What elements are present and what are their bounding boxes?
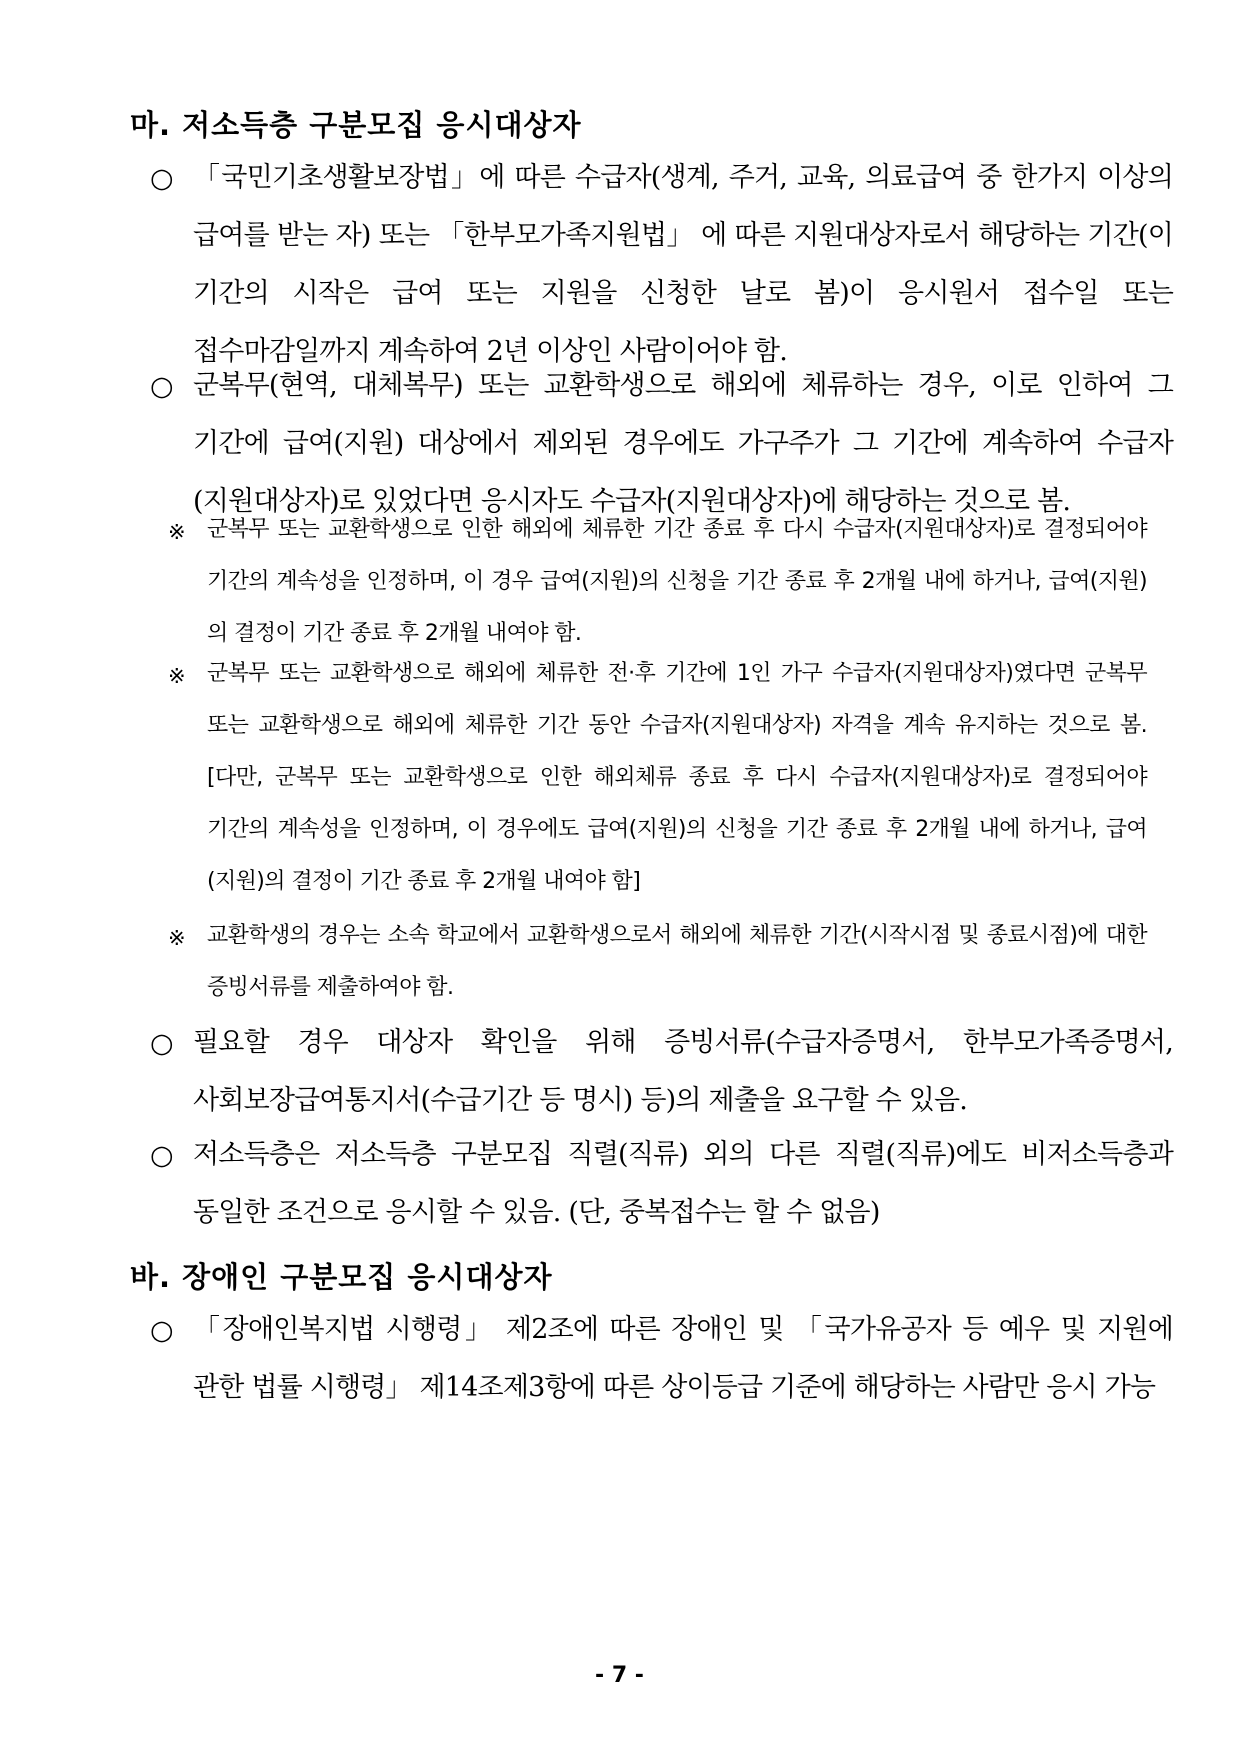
reference-mark-icon: ※ bbox=[168, 664, 186, 688]
section-heading-low-income: 마. 저소득층 구분모집 응시대상자 bbox=[130, 108, 582, 142]
section-heading-disabled: 바. 장애인 구분모집 응시대상자 bbox=[130, 1260, 553, 1294]
item-text: 「장애인복지법 시행령」 제2조에 따른 장애인 및 「국가유공자 등 예우 및 지원에 관한 법률 시행령」 제14조제3항에 따른 상이등급 기준에 해당하는 사람만 응시 가능 bbox=[193, 1314, 1181, 1403]
reference-mark-icon: ※ bbox=[168, 520, 186, 544]
circle-bullet-icon: ○ bbox=[150, 163, 174, 194]
reference-mark-icon: ※ bbox=[168, 926, 186, 950]
item-text: 필요할 경우 대상자 확인을 위해 증빙서류(수급자증명서, 한부모가족증명서, 사회보장급여통지서(수급기간 등 명시) 등)의 제출을 요구할 수 있음. bbox=[193, 1027, 1181, 1116]
note-text: 교환학생의 경우는 소속 학교에서 교환학생으로서 해외에 체류한 기간(시작시점 및 종료시점)에 대한 증빙서류를 제출하여야 함. bbox=[207, 923, 1154, 1000]
circle-bullet-icon: ○ bbox=[150, 1315, 174, 1346]
circle-bullet-icon: ○ bbox=[150, 1028, 174, 1059]
page-number: - 7 - bbox=[595, 1663, 644, 1688]
circle-bullet-icon: ○ bbox=[150, 1140, 174, 1171]
circle-bullet-icon: ○ bbox=[150, 371, 174, 402]
note-text: 군복무 또는 교환학생으로 인한 해외에 체류한 기간 종료 후 다시 수급자(지원대상자)로 결정되어야 기간의 계속성을 인정하며, 이 경우 급여(지원)의 신청을 기간 종료 후 2개월 내에 하거나, 급여(지원)의 결정이 기간 종료 후 2개월 내여야 함. bbox=[207, 517, 1154, 646]
note-text: 군복무 또는 교환학생으로 해외에 체류한 전·후 기간에 1인 가구 수급자(지원대상자)였다면 군복무 또는 교환학생으로 해외에 체류한 기간 동안 수급자(지원대상자) 자격을 계속 유지하는 것으로 봄.[다만, 군복무 또는 교환학생으로 인한 해외체류 종료 후 다시 수급자(지원대상자)로 결정되어야 기간의 계속성을 인정하며, 이 경우에도 급여(지원)의 신청을 기간 종료 후 2개월 내에 하거나, 급여(지원)의 결정이 기간 종료 후 2개월 내여야 함] bbox=[207, 661, 1154, 894]
item-text: 군복무(현역, 대체복무) 또는 교환학생으로 해외에 체류하는 경우, 이로 인하여 그 기간에 급여(지원) 대상에서 제외된 경우에도 가구주가 그 기간에 계속하여 수급자(지원대상자)로 있었다면 응시자도 수급자(지원대상자)에 해당하는 것으로 봄. bbox=[193, 370, 1181, 517]
item-text: 「국민기초생활보장법」에 따른 수급자(생계, 주거, 교육, 의료급여 중 한가지 이상의 급여를 받는 자) 또는 「한부모가족지원법」 에 따른 지원대상자로서 해당하는 기간(이 기간의 시작은 급여 또는 지원을 신청한 날로 봄)이 응시원서 접수일 또는 접수마감일까지 계속하여 2년 이상인 사람이어야 함. bbox=[193, 162, 1181, 367]
item-text: 저소득층은 저소득층 구분모집 직렬(직류) 외의 다른 직렬(직류)에도 비저소득층과 동일한 조건으로 응시할 수 있음. (단, 중복접수는 할 수 없음) bbox=[193, 1139, 1181, 1228]
